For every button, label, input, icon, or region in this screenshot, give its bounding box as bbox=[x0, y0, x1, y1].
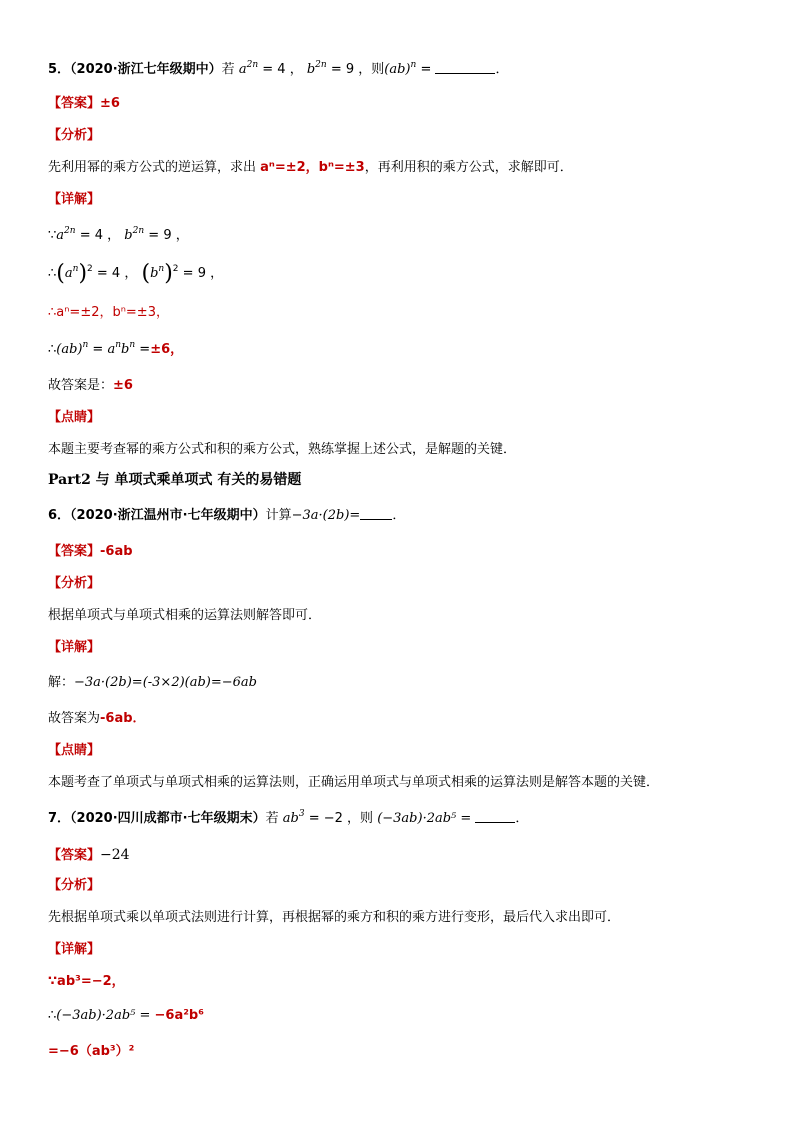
question-6-solution: 解：−3a·(2b)=(-3×2)(ab)=−6ab bbox=[48, 675, 258, 690]
question-6-analysis: 根据单项式与单项式相乘的运算法则解答即可． bbox=[48, 608, 322, 623]
question-number: 5． bbox=[48, 62, 71, 77]
question-5-step-1: $\because a^{2n} = 4$ ， $b^{2n} = 9$ ， bbox=[48, 226, 189, 243]
analysis-heading: 【分析】 bbox=[48, 128, 101, 143]
question-7-stem: 7．（2020·四川成都市·七年级期末）若 $ab^3 = -2$ ，则 (−3ab)·2ab⁵ = ． bbox=[48, 809, 529, 826]
question-7-step-1: ∵ab³=−2， bbox=[48, 974, 125, 989]
question-6-answer: 【答案】-6ab bbox=[48, 544, 133, 559]
section-title: Part2 与 单项式乘单项式 有关的易错题 bbox=[48, 472, 302, 488]
detail-heading: 【详解】 bbox=[48, 640, 101, 655]
comment-heading: 【点睛】 bbox=[48, 410, 101, 425]
comment-heading: 【点睛】 bbox=[48, 743, 101, 758]
question-5-stem: 5．（2020·浙江七年级期中）若 $a^{2n} = 4$ ， $b^{2n} = 9$ ，则(ab)$^n$ = ． bbox=[48, 60, 509, 77]
question-6-comment: 本题考查了单项式与单项式相乘的运算法则，正确运用单项式与单项式相乘的运算法则是解答本题的关键． bbox=[48, 775, 660, 790]
detail-heading: 【详解】 bbox=[48, 942, 101, 957]
question-5-step-2: $\therefore(a^n)^2 = 4$ ， $(b^n)^2 = 9$ ， bbox=[48, 261, 224, 286]
question-5-step-4: ∴(ab)$^n$ = $a^nb^n =\pm 6$， bbox=[48, 340, 184, 357]
question-7-step-3: =−6（ab³）² bbox=[48, 1044, 135, 1059]
answer-blank bbox=[435, 61, 495, 74]
analysis-heading: 【分析】 bbox=[48, 878, 101, 893]
question-5-conclusion: 故答案是：±6 bbox=[48, 378, 133, 393]
detail-heading: 【详解】 bbox=[48, 192, 101, 207]
question-5-step-3: ∴aⁿ=±2，bⁿ=±3， bbox=[48, 305, 169, 320]
question-7-answer: 【答案】−24 bbox=[48, 847, 130, 863]
question-5-comment: 本题主要考查幂的乘方公式和积的乘方公式，熟练掌握上述公式，是解题的关键． bbox=[48, 442, 517, 457]
answer-blank bbox=[360, 507, 392, 520]
question-5-analysis: 先利用幂的乘方公式的逆运算，求出 aⁿ=±2，bⁿ=±3，再利用积的乘方公式，求解即可． bbox=[48, 160, 573, 175]
answer-blank bbox=[475, 810, 515, 823]
analysis-heading: 【分析】 bbox=[48, 576, 101, 591]
question-6-conclusion: 故答案为-6ab． bbox=[48, 711, 146, 726]
question-7-step-2: ∴(−3ab)·2ab⁵ = −6a²b⁶ bbox=[48, 1008, 204, 1023]
question-5-answer: 【答案】±6 bbox=[48, 96, 120, 111]
question-7-analysis: 先根据单项式乘以单项式法则进行计算，再根据幂的乘方和积的乘方进行变形，最后代入求出即可． bbox=[48, 910, 621, 925]
question-source: （2020·浙江七年级期中） bbox=[70, 62, 222, 77]
question-6-stem: 6．（2020·浙江温州市·七年级期中）计算−3a·(2b)= ． bbox=[48, 508, 406, 523]
